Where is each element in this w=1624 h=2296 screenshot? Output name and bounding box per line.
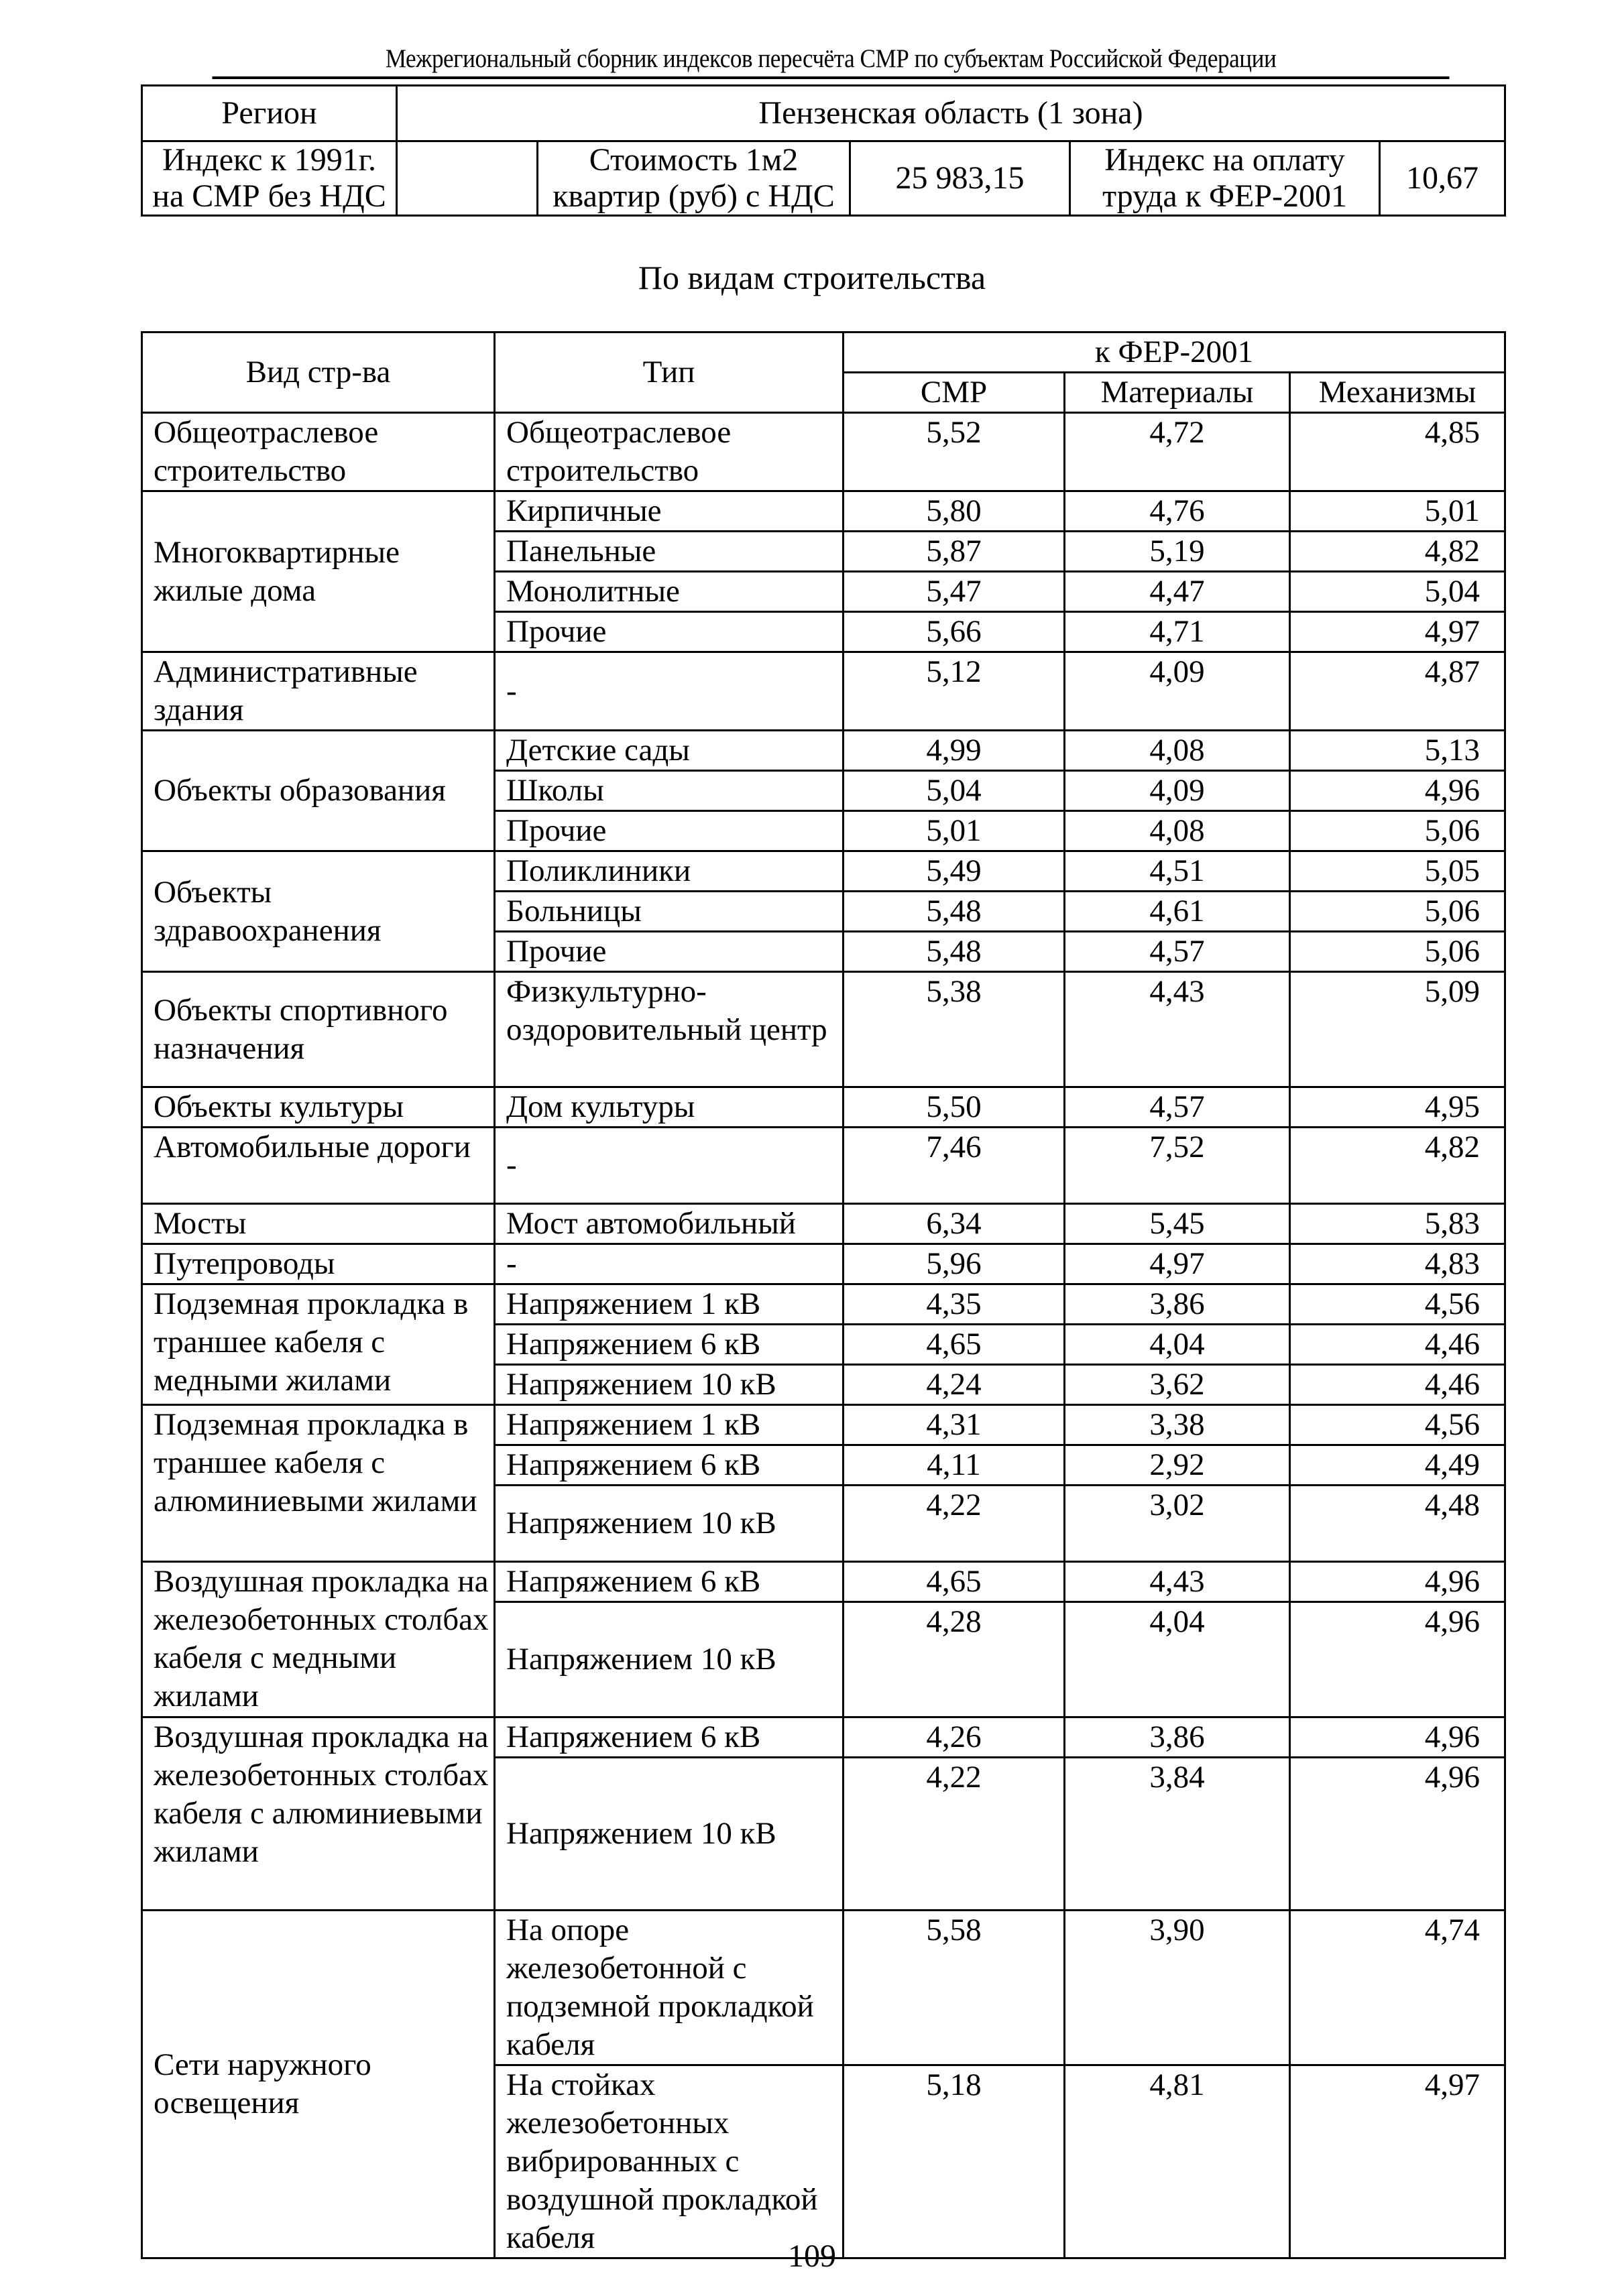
materials-cell: 4,47 <box>1065 572 1290 612</box>
smr-cell: 4,28 <box>844 1602 1065 1717</box>
col-header-mechanisms: Механизмы <box>1290 373 1505 413</box>
mechanisms-cell: 4,85 <box>1290 413 1505 491</box>
mechanisms-cell: 5,13 <box>1290 731 1505 771</box>
materials-cell: 3,62 <box>1065 1365 1290 1405</box>
table-row <box>142 491 1505 532</box>
mechanisms-cell: 5,01 <box>1290 491 1505 532</box>
table-row <box>142 1204 1505 1244</box>
smr-cell: 5,96 <box>844 1244 1065 1284</box>
smr-cell: 4,11 <box>844 1445 1065 1486</box>
table-row <box>142 1087 1505 1128</box>
tip-cell: Напряжением 6 кВ <box>495 1445 844 1486</box>
mechanisms-cell: 4,96 <box>1290 1717 1505 1758</box>
col-header-vid: Вид стр-ва <box>142 333 495 413</box>
tip-cell: Монолитные <box>495 572 844 612</box>
tip-cell: Физкультурно-оздоровительный центр <box>495 972 844 1087</box>
vid-cell: Многоквартирные жилые дома <box>142 491 495 652</box>
smr-cell: 4,26 <box>844 1717 1065 1758</box>
mechanisms-cell: 4,82 <box>1290 532 1505 572</box>
smr-cell: 4,31 <box>844 1405 1065 1445</box>
smr-cell: 5,50 <box>844 1087 1065 1128</box>
cost-per-m2-label: Стоимость 1м2 квартир (руб) с НДС <box>538 141 850 216</box>
smr-cell: 7,46 <box>844 1128 1065 1204</box>
materials-cell: 3,84 <box>1065 1758 1290 1911</box>
materials-cell: 4,04 <box>1065 1602 1290 1717</box>
mechanisms-cell: 4,49 <box>1290 1445 1505 1486</box>
vid-cell: Подземная прокладка в траншее кабеля с алюминиевыми жилами <box>142 1405 495 1562</box>
tip-cell: Общеотраслевое строительство <box>495 413 844 491</box>
smr-cell: 4,22 <box>844 1486 1065 1562</box>
indices-table <box>141 331 1506 2259</box>
labor-index-label: Индекс на оплату труда к ФЕР-2001 <box>1070 141 1380 216</box>
materials-cell: 4,04 <box>1065 1325 1290 1365</box>
table-row <box>142 1911 1505 2065</box>
mechanisms-cell: 4,96 <box>1290 771 1505 811</box>
table-row <box>142 972 1505 1087</box>
cost-per-m2-value: 25 983,15 <box>850 141 1070 216</box>
col-header-smr: СМР <box>844 373 1065 413</box>
table-row <box>142 1562 1505 1602</box>
document-header: Межрегиональный сборник индексов пересчёта СМР по субъектам Российской Федерации <box>213 42 1450 79</box>
materials-cell: 4,09 <box>1065 771 1290 811</box>
mechanisms-cell: 4,97 <box>1290 2065 1505 2258</box>
materials-cell: 4,76 <box>1065 491 1290 532</box>
smr-cell: 4,24 <box>844 1365 1065 1405</box>
vid-cell: Объекты здравоохранения <box>142 851 495 972</box>
smr-cell: 5,87 <box>844 532 1065 572</box>
materials-cell: 4,72 <box>1065 413 1290 491</box>
region-label: Регион <box>142 86 397 141</box>
index-1991-label: Индекс к 1991г. на СМР без НДС <box>142 141 397 216</box>
vid-cell: Административные здания <box>142 652 495 731</box>
mechanisms-cell: 5,06 <box>1290 811 1505 851</box>
tip-cell: Напряжением 10 кВ <box>495 1602 844 1717</box>
smr-cell: 5,01 <box>844 811 1065 851</box>
materials-cell: 4,81 <box>1065 2065 1290 2258</box>
mechanisms-cell: 4,46 <box>1290 1365 1505 1405</box>
mechanisms-cell: 5,09 <box>1290 972 1505 1087</box>
mechanisms-cell: 4,74 <box>1290 1911 1505 2065</box>
tip-cell: Детские сады <box>495 731 844 771</box>
smr-cell: 4,65 <box>844 1325 1065 1365</box>
materials-cell: 4,08 <box>1065 811 1290 851</box>
smr-cell: 5,52 <box>844 413 1065 491</box>
vid-cell: Объекты культуры <box>142 1087 495 1128</box>
table-row <box>142 652 1505 731</box>
materials-cell: 3,86 <box>1065 1284 1290 1325</box>
tip-cell: Дом культуры <box>495 1087 844 1128</box>
smr-cell: 5,80 <box>844 491 1065 532</box>
materials-cell: 5,45 <box>1065 1204 1290 1244</box>
tip-cell: Напряжением 6 кВ <box>495 1562 844 1602</box>
smr-cell: 5,38 <box>844 972 1065 1087</box>
materials-cell: 4,09 <box>1065 652 1290 731</box>
smr-cell: 5,47 <box>844 572 1065 612</box>
smr-cell: 5,18 <box>844 2065 1065 2258</box>
tip-cell: Школы <box>495 771 844 811</box>
tip-cell: Поликлиники <box>495 851 844 892</box>
table-row <box>142 1244 1505 1284</box>
col-header-tip: Тип <box>495 333 844 413</box>
tip-cell: Напряжением 1 кВ <box>495 1405 844 1445</box>
vid-cell: Путепроводы <box>142 1244 495 1284</box>
mechanisms-cell: 4,48 <box>1290 1486 1505 1562</box>
tip-cell: - <box>495 1244 844 1284</box>
smr-cell: 4,65 <box>844 1562 1065 1602</box>
materials-cell: 4,08 <box>1065 731 1290 771</box>
materials-cell: 3,02 <box>1065 1486 1290 1562</box>
table-row <box>142 1717 1505 1758</box>
mechanisms-cell: 4,87 <box>1290 652 1505 731</box>
smr-cell: 5,48 <box>844 892 1065 932</box>
mechanisms-cell: 4,97 <box>1290 612 1505 652</box>
table-row <box>142 851 1505 892</box>
tip-cell: Прочие <box>495 932 844 972</box>
table-caption: По видам строительства <box>638 259 986 296</box>
smr-cell: 5,12 <box>844 652 1065 731</box>
materials-cell: 3,90 <box>1065 1911 1290 2065</box>
tip-cell: Напряжением 10 кВ <box>495 1486 844 1562</box>
materials-cell: 5,19 <box>1065 532 1290 572</box>
tip-cell: Напряжением 6 кВ <box>495 1717 844 1758</box>
smr-cell: 5,48 <box>844 932 1065 972</box>
materials-cell: 4,61 <box>1065 892 1290 932</box>
col-header-materials: Материалы <box>1065 373 1290 413</box>
materials-cell: 4,43 <box>1065 1562 1290 1602</box>
materials-cell: 4,57 <box>1065 932 1290 972</box>
vid-cell: Автомобильные дороги <box>142 1128 495 1204</box>
tip-cell: Прочие <box>495 612 844 652</box>
smr-cell: 5,58 <box>844 1911 1065 2065</box>
vid-cell: Мосты <box>142 1204 495 1244</box>
mechanisms-cell: 4,56 <box>1290 1405 1505 1445</box>
mechanisms-cell: 4,82 <box>1290 1128 1505 1204</box>
smr-cell: 4,22 <box>844 1758 1065 1911</box>
page-number: 109 <box>788 2238 836 2274</box>
mechanisms-cell: 4,56 <box>1290 1284 1505 1325</box>
tip-cell: Панельные <box>495 532 844 572</box>
mechanisms-cell: 4,96 <box>1290 1602 1505 1717</box>
region-info-table <box>141 84 1506 217</box>
smr-cell: 5,04 <box>844 771 1065 811</box>
tip-cell: На стойках железобетонных вибрированных с воздушной прокладкой кабеля <box>495 2065 844 2258</box>
materials-cell: 4,43 <box>1065 972 1290 1087</box>
tip-cell: Напряжением 10 кВ <box>495 1365 844 1405</box>
tip-cell: Напряжением 6 кВ <box>495 1325 844 1365</box>
mechanisms-cell: 5,06 <box>1290 932 1505 972</box>
mechanisms-cell: 4,96 <box>1290 1758 1505 1911</box>
vid-cell: Объекты образования <box>142 731 495 851</box>
table-row <box>142 1128 1505 1204</box>
vid-cell: Воздушная прокладка на железобетонных столбах кабеля с алюминиевыми жилами <box>142 1717 495 1911</box>
labor-index-value: 10,67 <box>1380 141 1505 216</box>
smr-cell: 5,66 <box>844 612 1065 652</box>
tip-cell: Больницы <box>495 892 844 932</box>
materials-cell: 4,57 <box>1065 1087 1290 1128</box>
tip-cell: Прочие <box>495 811 844 851</box>
mechanisms-cell: 5,04 <box>1290 572 1505 612</box>
materials-cell: 4,97 <box>1065 1244 1290 1284</box>
smr-cell: 6,34 <box>844 1204 1065 1244</box>
tip-cell: На опоре железобетонной с подземной прокладкой кабеля <box>495 1911 844 2065</box>
tip-cell: Мост автомобильный <box>495 1204 844 1244</box>
mechanisms-cell: 5,05 <box>1290 851 1505 892</box>
smr-cell: 4,99 <box>844 731 1065 771</box>
index-1991-value <box>397 141 538 216</box>
vid-cell: Воздушная прокладка на железобетонных столбах кабеля с медными жилами <box>142 1562 495 1717</box>
smr-cell: 4,35 <box>844 1284 1065 1325</box>
tip-cell: Напряжением 1 кВ <box>495 1284 844 1325</box>
smr-cell: 5,49 <box>844 851 1065 892</box>
table-row <box>142 1284 1505 1325</box>
tip-cell: Напряжением 10 кВ <box>495 1758 844 1911</box>
mechanisms-cell: 4,46 <box>1290 1325 1505 1365</box>
vid-cell: Сети наружного освещения <box>142 1911 495 2258</box>
materials-cell: 4,71 <box>1065 612 1290 652</box>
tip-cell: - <box>495 1128 844 1204</box>
table-row <box>142 1405 1505 1445</box>
table-row <box>142 731 1505 771</box>
mechanisms-cell: 4,83 <box>1290 1244 1505 1284</box>
mechanisms-cell: 4,95 <box>1290 1087 1505 1128</box>
materials-cell: 2,92 <box>1065 1445 1290 1486</box>
mechanisms-cell: 5,83 <box>1290 1204 1505 1244</box>
materials-cell: 7,52 <box>1065 1128 1290 1204</box>
vid-cell: Подземная прокладка в траншее кабеля с медными жилами <box>142 1284 495 1405</box>
vid-cell: Объекты спортивного назначения <box>142 972 495 1087</box>
materials-cell: 3,86 <box>1065 1717 1290 1758</box>
materials-cell: 3,38 <box>1065 1405 1290 1445</box>
mechanisms-cell: 5,06 <box>1290 892 1505 932</box>
mechanisms-cell: 4,96 <box>1290 1562 1505 1602</box>
vid-cell: Общеотраслевое строительство <box>142 413 495 491</box>
table-row <box>142 413 1505 491</box>
col-header-fer-group: к ФЕР-2001 <box>844 333 1505 373</box>
materials-cell: 4,51 <box>1065 851 1290 892</box>
tip-cell: - <box>495 652 844 731</box>
region-value: Пензенская область (1 зона) <box>397 86 1505 141</box>
tip-cell: Кирпичные <box>495 491 844 532</box>
